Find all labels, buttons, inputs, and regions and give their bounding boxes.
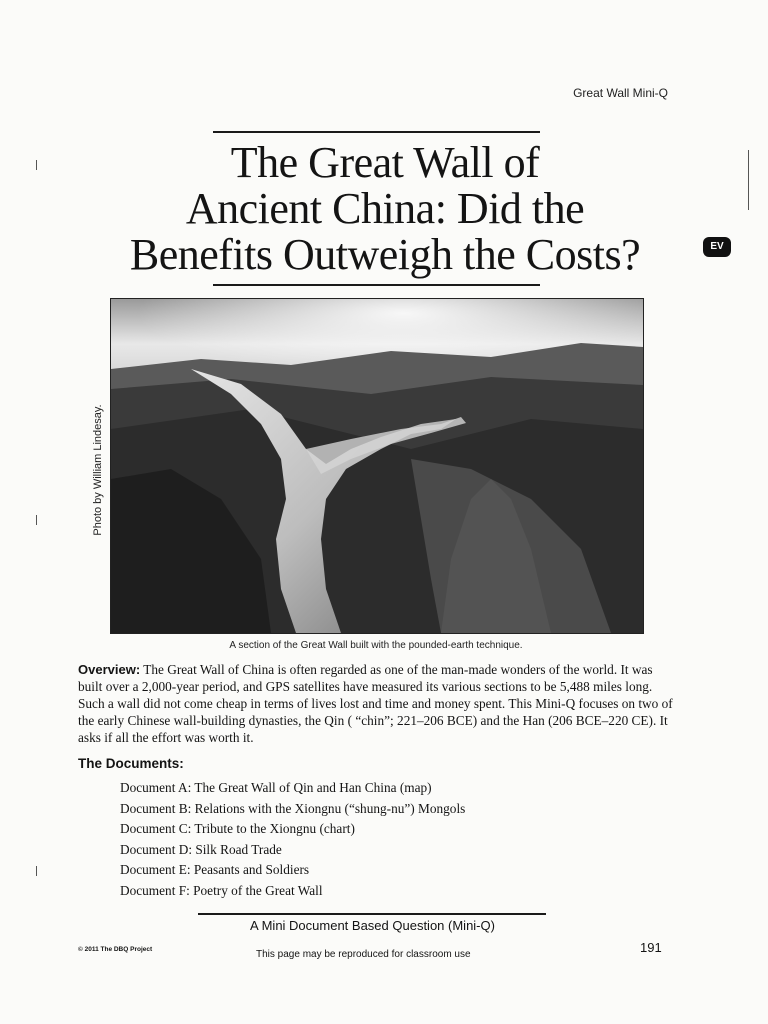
documents-heading: The Documents: [78, 756, 184, 771]
overview-paragraph [78, 661, 678, 746]
title-line-3: Benefits Outweigh the Costs? [129, 230, 641, 279]
copyright-notice: © 2011 The DBQ Project [78, 946, 153, 953]
title-top-rule [213, 131, 540, 133]
document-item: Document D: Silk Road Trade [120, 841, 282, 857]
scan-mark [748, 150, 749, 210]
great-wall-photo [110, 298, 644, 634]
footer-rule [198, 913, 546, 915]
document-item: Document B: Relations with the Xiongnu (“shung-nu”) Mongols [120, 800, 466, 816]
document-item: Document E: Peasants and Soldiers [120, 862, 310, 877]
title-line-2: Ancient China: Did the [185, 184, 585, 233]
header-label: Great Wall Mini-Q [573, 86, 668, 100]
document-item: Document A: The Great Wall of Qin and Han China (map) [120, 780, 432, 795]
title-line-1: The Great Wall of [230, 138, 540, 187]
title-bottom-rule [213, 284, 540, 286]
page-number: 191 [640, 940, 662, 955]
page-title [60, 140, 710, 278]
scan-mark [36, 160, 37, 170]
photo-credit: Photo by William Lindesay. [92, 404, 104, 536]
documents-list [120, 778, 465, 901]
footer-title: A Mini Document Based Question (Mini-Q) [250, 918, 495, 933]
scan-mark [36, 866, 37, 876]
ev-badge: EV [703, 237, 731, 257]
scan-mark [36, 515, 37, 525]
document-item: Document F: Poetry of the Great Wall [120, 882, 323, 898]
overview-text: The Great Wall of China is often regarded as one of the man-made wonders of the world. It was built over a 2,000-year period, and GPS satellites have measured its various sections to be 5,488 miles long. Such a wall did not come cheap in terms of lives lost and time and money spent. This Mini-Q focuses on two of the early Chinese wall-building dynasties, the Qin ( “chin”; 221–206 BCE) and the Han (206 BCE–220 CE). It asks if all the effort was worth it. [78, 662, 673, 745]
overview-label: Overview: [78, 662, 141, 677]
reproduction-notice: This page may be reproduced for classroom use [256, 949, 471, 960]
photo-caption: A section of the Great Wall built with the pounded-earth technique. [229, 640, 523, 651]
document-item: Document C: Tribute to the Xiongnu (chart) [120, 821, 355, 836]
great-wall-photo-graphic [111, 299, 643, 633]
